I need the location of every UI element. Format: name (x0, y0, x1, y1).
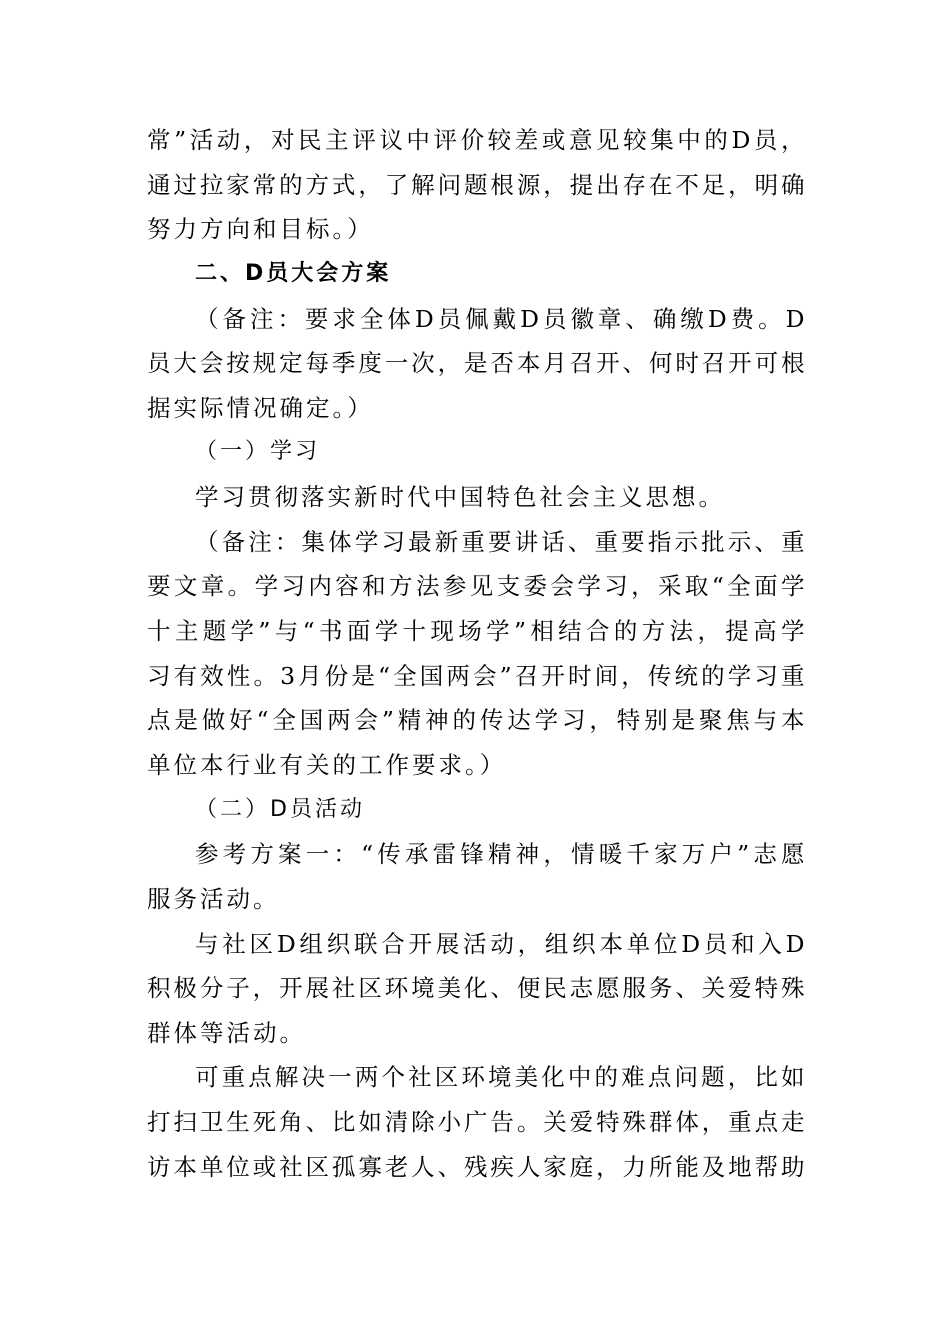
text-line: 员大会按规定每季度一次，是否本月召开、何时召开可根 (147, 349, 805, 378)
subsection-heading (147, 430, 805, 475)
paragraph (147, 118, 805, 252)
text-line: （一）学习 (195, 439, 321, 465)
text-line: 二、D员大会方案 (195, 260, 392, 286)
text-line: 常”活动，对民主评议中评价较差或意见较集中的D员， (147, 126, 805, 154)
text-line: 努力方向和目标。） (147, 215, 374, 244)
text-line: 学习贯彻落实新时代中国特色社会主义思想。 (195, 483, 725, 512)
text-line: 与社区D组织联合开展活动，组织本单位D员和入D (195, 929, 805, 958)
text-line: 据实际情况确定。） (147, 393, 374, 422)
paragraph (147, 475, 805, 520)
paragraph (147, 832, 805, 921)
paragraph (147, 922, 805, 1056)
text-line: 点是做好“全国两会”精神的传达学习，特别是聚焦与本 (147, 706, 805, 735)
paragraph (147, 1055, 805, 1189)
text-line: 打扫卫生死角、比如清除小广告。关爱特殊群体，重点走 (147, 1108, 805, 1137)
text-line: 通过拉家常的方式，了解问题根源，提出存在不足，明确 (147, 170, 805, 199)
text-line: 参考方案一：“传承雷锋精神，情暖千家万户”志愿 (195, 840, 805, 869)
text-line: 积极分子，开展社区环境美化、便民志愿服务、关爱特殊 (147, 974, 805, 1003)
text-line: （二）D员活动 (195, 796, 365, 822)
text-line: 十主题学”与“书面学十现场学”相结合的方法，提高学 (147, 617, 805, 646)
document-page (147, 118, 805, 1189)
subsection-heading (147, 788, 805, 833)
text-line: （备注：集体学习最新重要讲话、重要指示批示、重 (195, 527, 805, 556)
text-line: （备注：要求全体D员佩戴D员徽章、确缴D费。D (195, 304, 805, 333)
paragraph (147, 297, 805, 431)
text-line: 要文章。学习内容和方法参见支委会学习，采取“全面学 (147, 572, 805, 601)
text-line: 访本单位或社区孤寡老人、残疾人家庭，力所能及地帮助 (147, 1152, 805, 1181)
text-line: 群体等活动。 (147, 1018, 306, 1047)
text-line: 单位本行业有关的工作要求。） (147, 750, 507, 779)
text-line: 服务活动。 (147, 884, 280, 913)
section-heading (147, 252, 805, 297)
text-line: 习有效性。3月份是“全国两会”召开时间，传统的学习重 (147, 661, 805, 690)
text-line: 可重点解决一两个社区环境美化中的难点问题，比如 (195, 1063, 805, 1092)
paragraph (147, 520, 805, 788)
